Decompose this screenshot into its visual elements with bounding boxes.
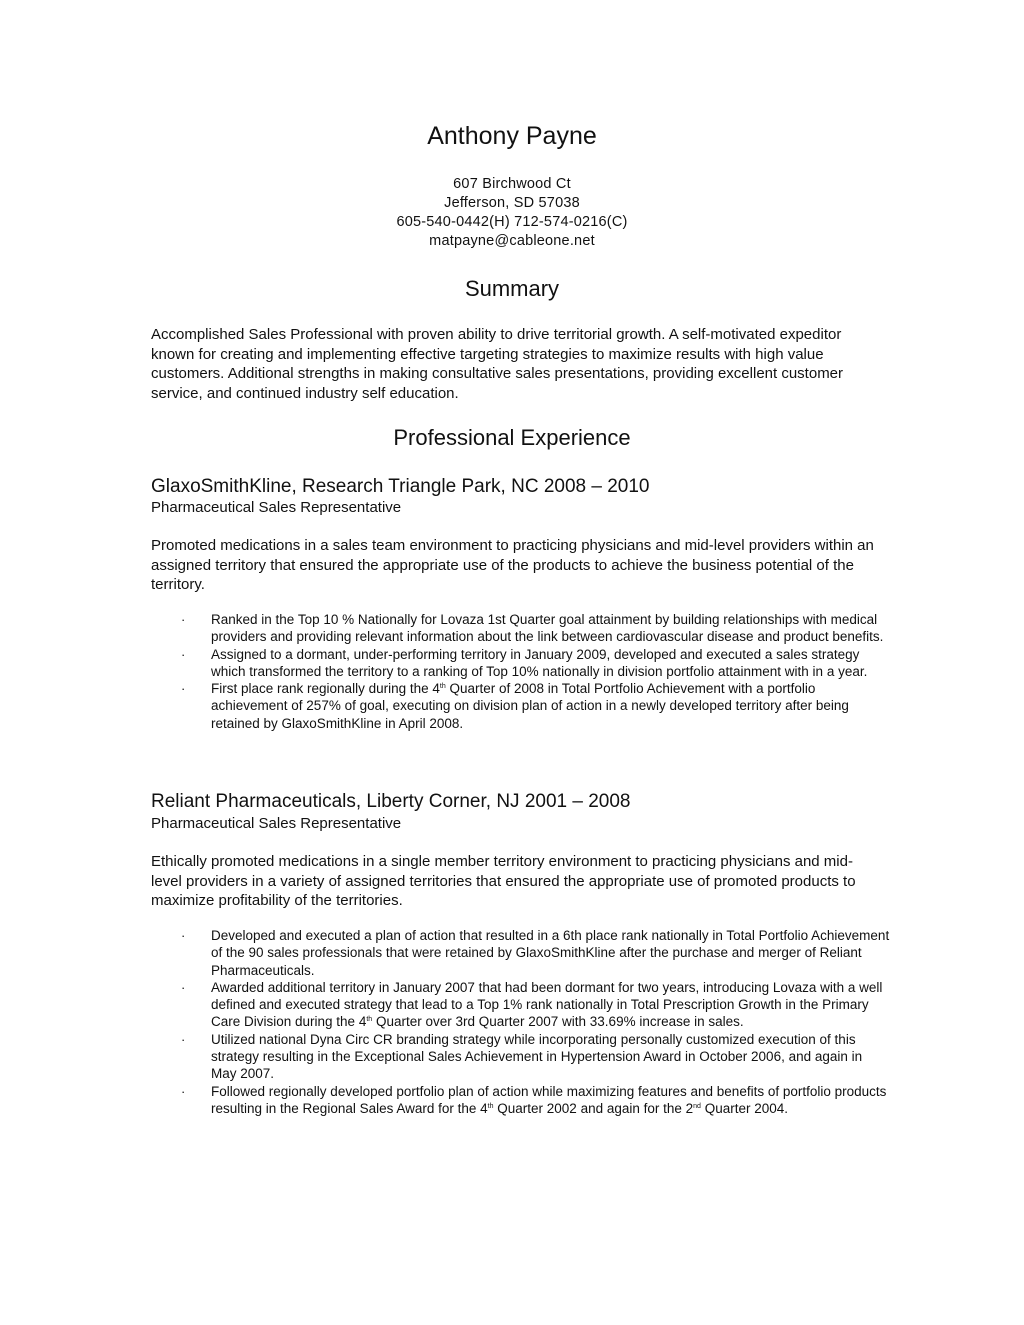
job-role: Pharmaceutical Sales Representative xyxy=(151,499,402,516)
job-achievements-list xyxy=(151,927,891,1117)
achievement-text-middle: Quarter 2002 and again for the 2 xyxy=(493,1100,694,1116)
bullet-icon: · xyxy=(181,1083,186,1099)
job-description: Ethically promoted medications in a single member territory environment to practicing physicians and mid-level providers in a variety of assigned territories that ensured the appropriate use of promoted products to maximize profitability of the territories. xyxy=(151,853,856,909)
bullet-icon: · xyxy=(181,1031,186,1047)
ordinal-suffix: nd xyxy=(693,1102,701,1110)
achievement-text: Utilized national Dyna Circ CR branding strategy while incorporating personally customized execution of this strategy resulting in the Exceptional Sales Achievement in Hypertension Award in October 2006, and again in May 2007. xyxy=(211,1031,863,1082)
job-description: Promoted medications in a sales team environment to practicing physicians and mid-level providers within an assigned territory that ensured the appropriate use of the products to achieve the business potential of the territory. xyxy=(151,537,874,593)
bullet-icon: · xyxy=(181,979,186,995)
achievement-text-end: Quarter of 2008 in Total Portfolio Achievement with a portfolio achievement of 257% of goal, executing on division plan of action in a newly developed territory after being retained by GlaxoSmithKline in April 2008. xyxy=(211,681,849,731)
summary-heading: Summary xyxy=(464,276,560,301)
ordinal-suffix: th xyxy=(487,1102,494,1110)
candidate-name: Anthony Payne xyxy=(427,122,597,150)
achievement-item xyxy=(151,1031,891,1083)
experience-heading: Professional Experience xyxy=(393,425,631,450)
achievement-text: Developed and executed a plan of action that resulted in a 6th place rank nationally in Total Portfolio Achievement of the 90 sales professionals that were retained by GlaxoSmithKline after the purchase and merger of Reliant Pharmaceuticals. xyxy=(211,928,890,978)
achievement-text: Ranked in the Top 10 % Nationally for Lovaza 1st Quarter goal attainment by building relationships with medical providers and providing relevant information about the link between cardiovascular disease and product benefits. xyxy=(211,612,884,645)
achievement-text-end: Quarter 2004. xyxy=(700,1100,789,1116)
achievement-item xyxy=(151,1083,891,1118)
ordinal-suffix: th xyxy=(439,683,446,691)
phone-numbers: 605-540-0442(H) 712-574-0216(C) xyxy=(396,214,628,230)
bullet-icon: · xyxy=(181,612,186,627)
contact-block xyxy=(0,175,1024,251)
achievement-text-start: Followed regionally developed portfolio plan of action while maximizing features and benefits of portfolio products resulting in the Regional Sales Award for the 4 xyxy=(211,1083,887,1116)
summary-text: Accomplished Sales Professional with proven ability to drive territorial growth. A self-motivated expeditor known for creating and implementing effective targeting strategies to maximize results with high value customers. Additional strengths in making consultative sales presentations, providing excellent customer service, and continued industry self education. xyxy=(151,326,844,402)
address-street: 607 Birchwood Ct xyxy=(453,176,571,192)
job-title: GlaxoSmithKline, Research Triangle Park, NC 2008 – 2010 xyxy=(151,476,650,497)
bullet-icon: · xyxy=(181,681,186,697)
ordinal-suffix: th xyxy=(366,1016,373,1024)
achievement-item xyxy=(151,979,891,1031)
achievement-text: Assigned to a dormant, under-performing territory in January 2009, developed and executed a sales strategy which transformed the territory to a ranking of Top 10% nationally in division portfolio attainment with in a year. xyxy=(211,646,868,679)
bullet-icon: · xyxy=(181,646,186,662)
job-role: Pharmaceutical Sales Representative xyxy=(151,815,402,832)
job-achievements-list xyxy=(151,611,891,732)
address-city: Jefferson, SD 57038 xyxy=(444,195,580,211)
job-title: Reliant Pharmaceuticals, Liberty Corner, NJ 2001 – 2008 xyxy=(151,791,631,812)
achievement-item xyxy=(151,927,891,979)
email-address: matpayne@cableone.net xyxy=(429,233,595,249)
achievement-text-end: Quarter over 3rd Quarter 2007 with 33.69% increase in sales. xyxy=(372,1014,744,1030)
achievement-text-start: First place rank regionally during the 4 xyxy=(211,681,440,697)
achievement-item xyxy=(151,611,891,646)
achievement-item xyxy=(151,646,891,681)
achievement-text-start: Awarded additional territory in January 2007 that had been dormant for two years, introducing Lovaza with a well defined and executed strategy that lead to a Top 1% rank nationally in Total Prescription Growth in the Primary Care Division during the 4 xyxy=(211,979,883,1030)
bullet-icon: · xyxy=(181,928,186,943)
achievement-item xyxy=(151,680,891,732)
